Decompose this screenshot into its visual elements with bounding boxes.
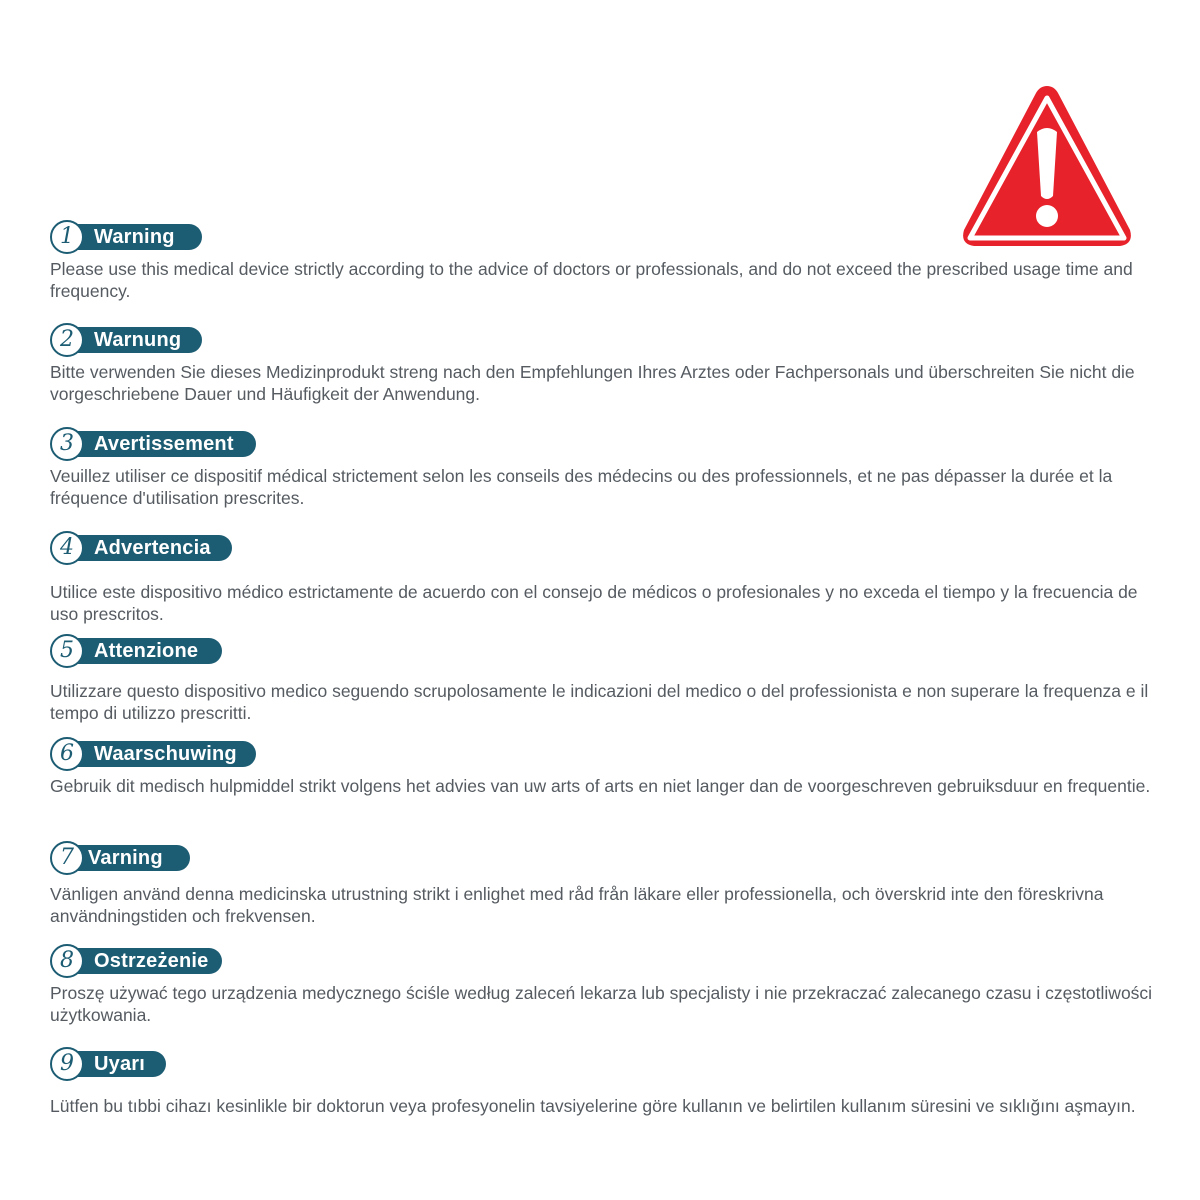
warning-section-7 (50, 841, 1160, 927)
section-text: Bitte verwenden Sie dieses Medizinprodukt streng nach den Empfehlungen Ihres Arztes oder Fachpersonals und überschreiten Sie nicht die vorgeschriebene Dauer und Häufigkeit der Anwendung. (50, 362, 1135, 404)
section-title: Warnung (94, 329, 182, 351)
section-title: Waarschuwing (94, 743, 237, 765)
section-text: Proszę używać tego urządzenia medycznego ściśle według zaleceń lekarza lub specjalisty i nie przekraczać zalecanego czasu i częstotliwości użytkowania. (50, 983, 1153, 1025)
warning-section-1 (50, 220, 1160, 302)
section-text: Utilizzare questo dispositivo medico seguendo scrupolosamente le indicazioni del medico o del professionista e non superare la frequenza e il tempo di utilizzo prescritti. (50, 681, 1149, 723)
section-heading (50, 323, 199, 357)
warning-section-6 (50, 737, 1160, 797)
section-text: Utilice este dispositivo médico estrictamente de acuerdo con el consejo de médicos o profesionales y no exceda el tiempo y la frecuencia de uso prescritos. (50, 582, 1138, 624)
section-number: 5 (50, 634, 84, 668)
section-heading (50, 944, 226, 978)
warning-section-2 (50, 323, 1160, 405)
section-heading (50, 531, 229, 565)
warning-section-9 (50, 1047, 1160, 1117)
section-text: Please use this medical device strictly according to the advice of doctors or professionals, and do not exceed the prescribed usage time and frequency. (50, 259, 1133, 301)
section-text: Veuillez utiliser ce dispositif médical strictement selon les conseils des médecins ou des professionnels, et ne pas dépasser la durée et la fréquence d'utilisation prescrites. (50, 466, 1113, 508)
section-text: Gebruik dit medisch hulpmiddel strikt volgens het advies van uw arts of arts en niet langer dan de voorgeschreven gebruiksduur en frequentie. (50, 776, 1151, 796)
section-text: Lütfen bu tıbbi cihazı kesinlikle bir doktorun veya profesyonelin tavsiyelerine göre kullanın ve belirtilen kullanım süresini ve sıklığını aşmayın. (50, 1096, 1136, 1116)
section-heading (50, 1047, 163, 1081)
section-title: Avertissement (94, 433, 234, 455)
section-heading (50, 220, 193, 254)
section-number: 3 (50, 427, 84, 461)
section-title: Ostrzeżenie (94, 950, 209, 972)
section-heading (50, 737, 255, 771)
section-text: Vänligen använd denna medicinska utrustning strikt i enlighet med råd från läkare eller professionella, och överskrid inte den föreskrivna användningstiden och frekvensen. (50, 884, 1104, 926)
section-title: Attenzione (94, 640, 199, 662)
section-number: 1 (50, 220, 84, 254)
section-number: 4 (50, 531, 84, 565)
section-number: 6 (50, 737, 84, 771)
section-number: 8 (50, 944, 84, 978)
section-heading (50, 841, 181, 875)
section-number: 2 (50, 323, 84, 357)
section-title: Advertencia (94, 537, 211, 559)
section-title: Varning (88, 847, 163, 869)
section-title: Warning (94, 226, 175, 248)
warning-section-3 (50, 427, 1160, 509)
section-heading (50, 634, 216, 668)
section-title: Uyarı (94, 1053, 146, 1075)
warning-section-4 (50, 531, 1160, 625)
warning-section-5 (50, 634, 1160, 724)
section-heading (50, 427, 252, 461)
section-number: 7 (50, 841, 84, 875)
section-number: 9 (50, 1047, 84, 1081)
warning-section-8 (50, 944, 1160, 1026)
